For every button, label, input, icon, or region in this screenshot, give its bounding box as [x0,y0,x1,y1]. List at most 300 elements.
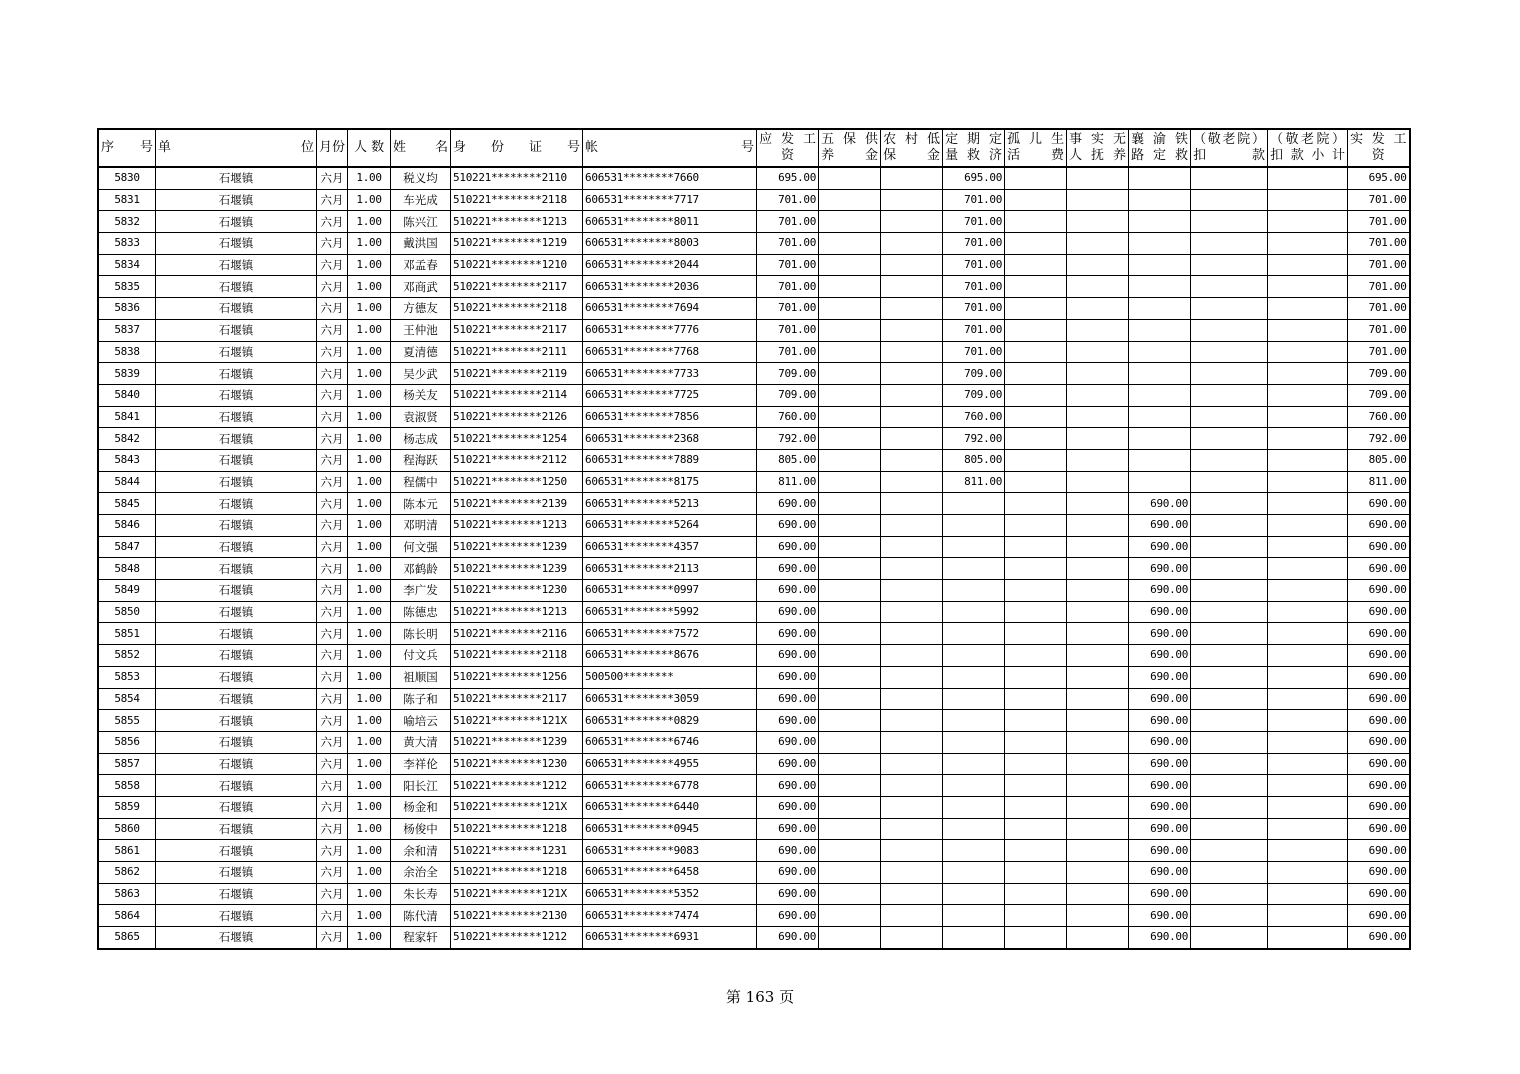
factual-orphan-cell [1067,363,1129,385]
dibao-cell [881,406,943,428]
month-cell: 六月 [317,233,348,255]
gross-pay-cell: 690.00 [757,493,819,515]
id-cell: 510221********2117 [451,319,583,341]
railway-relief-cell: 690.00 [1129,796,1191,818]
id-cell: 510221********121X [451,883,583,905]
orphan-cell [1005,883,1067,905]
people-cell: 1.00 [348,927,391,949]
month-cell: 六月 [317,428,348,450]
unit-cell: 石堰镇 [156,276,317,298]
id-cell: 510221********1254 [451,428,583,450]
wubao-cell [819,927,881,949]
id-cell: 510221********121X [451,796,583,818]
people-cell: 1.00 [348,384,391,406]
orphan-cell [1005,796,1067,818]
header-gross-pay: 应 发 工 资 [757,129,819,167]
wubao-cell [819,471,881,493]
month-cell: 六月 [317,211,348,233]
deduction-cell [1191,449,1268,471]
unit-cell: 石堰镇 [156,905,317,927]
deduction-cell [1191,927,1268,949]
unit-cell: 石堰镇 [156,710,317,732]
dingliang-cell [943,623,1005,645]
net-pay-cell: 690.00 [1348,753,1410,775]
net-pay-cell: 701.00 [1348,319,1410,341]
dibao-cell [881,536,943,558]
dibao-cell [881,753,943,775]
net-pay-cell: 709.00 [1348,363,1410,385]
orphan-cell [1005,276,1067,298]
orphan-cell [1005,775,1067,797]
seq-cell: 5844 [98,471,156,493]
deduction-subtotal-cell [1268,775,1348,797]
unit-cell: 石堰镇 [156,601,317,623]
deduction-subtotal-cell [1268,731,1348,753]
name-cell: 陈本元 [391,493,451,515]
id-cell: 510221********2116 [451,623,583,645]
net-pay-cell: 690.00 [1348,710,1410,732]
factual-orphan-cell [1067,666,1129,688]
deduction-subtotal-cell [1268,384,1348,406]
wubao-cell [819,493,881,515]
table-row [98,601,1410,623]
deduction-subtotal-cell [1268,211,1348,233]
seq-cell: 5834 [98,254,156,276]
deduction-cell [1191,319,1268,341]
railway-relief-cell [1129,363,1191,385]
seq-cell: 5845 [98,493,156,515]
orphan-cell [1005,666,1067,688]
factual-orphan-cell [1067,688,1129,710]
deduction-subtotal-cell [1268,189,1348,211]
orphan-cell [1005,254,1067,276]
month-cell: 六月 [317,298,348,320]
orphan-cell [1005,927,1067,949]
net-pay-cell: 690.00 [1348,775,1410,797]
factual-orphan-cell [1067,471,1129,493]
seq-cell: 5853 [98,666,156,688]
deduction-subtotal-cell [1268,406,1348,428]
dingliang-cell: 701.00 [943,211,1005,233]
account-cell: 606531********6931 [583,927,757,949]
gross-pay-cell: 690.00 [757,688,819,710]
orphan-cell [1005,731,1067,753]
deduction-subtotal-cell [1268,319,1348,341]
id-cell: 510221********2117 [451,276,583,298]
id-cell: 510221********1212 [451,927,583,949]
people-cell: 1.00 [348,558,391,580]
orphan-cell [1005,406,1067,428]
railway-relief-cell [1129,211,1191,233]
net-pay-cell: 701.00 [1348,298,1410,320]
wubao-cell [819,515,881,537]
id-cell: 510221********2110 [451,167,583,189]
name-cell: 黄大清 [391,731,451,753]
header-net-pay: 实 发 工 资 [1348,129,1410,167]
dibao-cell [881,493,943,515]
header-unit: 单 位 [156,129,317,167]
deduction-cell [1191,710,1268,732]
seq-cell: 5848 [98,558,156,580]
deduction-cell [1191,796,1268,818]
table-row [98,493,1410,515]
unit-cell: 石堰镇 [156,688,317,710]
page-number: 第 163 页 [725,988,795,1006]
unit-cell: 石堰镇 [156,862,317,884]
wubao-cell [819,558,881,580]
table-row [98,536,1410,558]
gross-pay-cell: 701.00 [757,233,819,255]
orphan-cell [1005,298,1067,320]
id-cell: 510221********1210 [451,254,583,276]
wubao-cell [819,536,881,558]
net-pay-cell: 690.00 [1348,601,1410,623]
table-row [98,319,1410,341]
table-row [98,796,1410,818]
factual-orphan-cell [1067,731,1129,753]
net-pay-cell: 690.00 [1348,493,1410,515]
name-cell: 陈长明 [391,623,451,645]
seq-cell: 5861 [98,840,156,862]
people-cell: 1.00 [348,623,391,645]
orphan-cell [1005,428,1067,450]
dibao-cell [881,731,943,753]
orphan-cell [1005,753,1067,775]
people-cell: 1.00 [348,883,391,905]
id-cell: 510221********2118 [451,298,583,320]
railway-relief-cell: 690.00 [1129,710,1191,732]
railway-relief-cell: 690.00 [1129,580,1191,602]
dibao-cell [881,623,943,645]
deduction-subtotal-cell [1268,536,1348,558]
net-pay-cell: 690.00 [1348,883,1410,905]
net-pay-cell: 701.00 [1348,233,1410,255]
month-cell: 六月 [317,796,348,818]
dibao-cell [881,276,943,298]
orphan-cell [1005,189,1067,211]
gross-pay-cell: 690.00 [757,753,819,775]
people-cell: 1.00 [348,319,391,341]
name-cell: 杨金和 [391,796,451,818]
factual-orphan-cell [1067,449,1129,471]
dingliang-cell: 709.00 [943,363,1005,385]
factual-orphan-cell [1067,341,1129,363]
railway-relief-cell [1129,319,1191,341]
month-cell: 六月 [317,623,348,645]
net-pay-cell: 701.00 [1348,254,1410,276]
month-cell: 六月 [317,775,348,797]
dingliang-cell [943,731,1005,753]
wubao-cell [819,905,881,927]
seq-cell: 5865 [98,927,156,949]
net-pay-cell: 690.00 [1348,558,1410,580]
header-wubao: 五 保 供 养 金 [819,129,881,167]
factual-orphan-cell [1067,276,1129,298]
factual-orphan-cell [1067,406,1129,428]
name-cell: 杨志成 [391,428,451,450]
gross-pay-cell: 701.00 [757,189,819,211]
dibao-cell [881,515,943,537]
deduction-subtotal-cell [1268,233,1348,255]
railway-relief-cell [1129,449,1191,471]
account-cell: 606531********7660 [583,167,757,189]
dibao-cell [881,384,943,406]
month-cell: 六月 [317,862,348,884]
account-cell: 606531********3059 [583,688,757,710]
orphan-cell [1005,601,1067,623]
dibao-cell [881,254,943,276]
deduction-subtotal-cell [1268,341,1348,363]
factual-orphan-cell [1067,384,1129,406]
wubao-cell [819,406,881,428]
wubao-cell [819,688,881,710]
seq-cell: 5833 [98,233,156,255]
gross-pay-cell: 690.00 [757,818,819,840]
name-cell: 阳长江 [391,775,451,797]
wubao-cell [819,319,881,341]
month-cell: 六月 [317,276,348,298]
deduction-cell [1191,840,1268,862]
table-row [98,580,1410,602]
month-cell: 六月 [317,319,348,341]
factual-orphan-cell [1067,775,1129,797]
dibao-cell [881,558,943,580]
seq-cell: 5830 [98,167,156,189]
table-row [98,167,1410,189]
account-cell: 606531********6746 [583,731,757,753]
wubao-cell [819,449,881,471]
net-pay-cell: 701.00 [1348,189,1410,211]
table-row [98,428,1410,450]
gross-pay-cell: 690.00 [757,645,819,667]
id-cell: 510221********1230 [451,753,583,775]
factual-orphan-cell [1067,319,1129,341]
name-cell: 车光成 [391,189,451,211]
people-cell: 1.00 [348,580,391,602]
seq-cell: 5831 [98,189,156,211]
name-cell: 夏清德 [391,341,451,363]
wubao-cell [819,818,881,840]
table-row [98,927,1410,949]
people-cell: 1.00 [348,471,391,493]
month-cell: 六月 [317,883,348,905]
dibao-cell [881,840,943,862]
table-row [98,233,1410,255]
dingliang-cell [943,601,1005,623]
deduction-cell [1191,233,1268,255]
net-pay-cell: 690.00 [1348,623,1410,645]
seq-cell: 5862 [98,862,156,884]
people-cell: 1.00 [348,254,391,276]
railway-relief-cell: 690.00 [1129,688,1191,710]
seq-cell: 5839 [98,363,156,385]
deduction-cell [1191,493,1268,515]
people-cell: 1.00 [348,905,391,927]
header-dibao: 农 村 低 保 金 [881,129,943,167]
railway-relief-cell: 690.00 [1129,753,1191,775]
month-cell: 六月 [317,341,348,363]
name-cell: 邓明清 [391,515,451,537]
month-cell: 六月 [317,254,348,276]
name-cell: 邓商武 [391,276,451,298]
table-row [98,363,1410,385]
table-row [98,189,1410,211]
table-row [98,775,1410,797]
deduction-subtotal-cell [1268,471,1348,493]
gross-pay-cell: 701.00 [757,276,819,298]
dingliang-cell [943,536,1005,558]
account-cell: 606531********7733 [583,363,757,385]
gross-pay-cell: 690.00 [757,580,819,602]
month-cell: 六月 [317,580,348,602]
deduction-subtotal-cell [1268,580,1348,602]
deduction-cell [1191,688,1268,710]
deduction-cell [1191,905,1268,927]
table-row [98,558,1410,580]
month-cell: 六月 [317,471,348,493]
account-cell: 606531********7768 [583,341,757,363]
deduction-cell [1191,384,1268,406]
deduction-subtotal-cell [1268,558,1348,580]
gross-pay-cell: 701.00 [757,211,819,233]
id-cell: 510221********1239 [451,731,583,753]
railway-relief-cell [1129,384,1191,406]
orphan-cell [1005,319,1067,341]
factual-orphan-cell [1067,558,1129,580]
dibao-cell [881,862,943,884]
table-row [98,406,1410,428]
deduction-subtotal-cell [1268,927,1348,949]
deduction-cell [1191,666,1268,688]
name-cell: 杨俊中 [391,818,451,840]
unit-cell: 石堰镇 [156,341,317,363]
name-cell: 李祥伦 [391,753,451,775]
seq-cell: 5849 [98,580,156,602]
id-cell: 510221********2119 [451,363,583,385]
account-cell: 606531********4955 [583,753,757,775]
account-cell: 606531********5352 [583,883,757,905]
people-cell: 1.00 [348,688,391,710]
wubao-cell [819,276,881,298]
wubao-cell [819,298,881,320]
deduction-cell [1191,883,1268,905]
net-pay-cell: 701.00 [1348,276,1410,298]
name-cell: 程家轩 [391,927,451,949]
seq-cell: 5850 [98,601,156,623]
deduction-subtotal-cell [1268,818,1348,840]
dibao-cell [881,905,943,927]
dibao-cell [881,645,943,667]
gross-pay-cell: 690.00 [757,883,819,905]
dibao-cell [881,341,943,363]
wubao-cell [819,233,881,255]
seq-cell: 5841 [98,406,156,428]
railway-relief-cell: 690.00 [1129,515,1191,537]
seq-cell: 5860 [98,818,156,840]
dingliang-cell [943,775,1005,797]
header-name: 姓 名 [391,129,451,167]
deduction-cell [1191,167,1268,189]
deduction-subtotal-cell [1268,623,1348,645]
orphan-cell [1005,580,1067,602]
deduction-subtotal-cell [1268,840,1348,862]
month-cell: 六月 [317,493,348,515]
people-cell: 1.00 [348,796,391,818]
unit-cell: 石堰镇 [156,363,317,385]
orphan-cell [1005,211,1067,233]
dingliang-cell [943,515,1005,537]
deduction-subtotal-cell [1268,449,1348,471]
wubao-cell [819,666,881,688]
gross-pay-cell: 792.00 [757,428,819,450]
name-cell: 程海跃 [391,449,451,471]
seq-cell: 5851 [98,623,156,645]
net-pay-cell: 690.00 [1348,666,1410,688]
railway-relief-cell: 690.00 [1129,536,1191,558]
seq-cell: 5837 [98,319,156,341]
people-cell: 1.00 [348,298,391,320]
name-cell: 王仲池 [391,319,451,341]
deduction-subtotal-cell [1268,515,1348,537]
factual-orphan-cell [1067,189,1129,211]
dingliang-cell [943,710,1005,732]
gross-pay-cell: 709.00 [757,363,819,385]
table-row [98,862,1410,884]
id-cell: 510221********2139 [451,493,583,515]
account-cell: 606531********8011 [583,211,757,233]
unit-cell: 石堰镇 [156,927,317,949]
deduction-cell [1191,406,1268,428]
table-row [98,471,1410,493]
gross-pay-cell: 701.00 [757,341,819,363]
people-cell: 1.00 [348,211,391,233]
name-cell: 付文兵 [391,645,451,667]
dibao-cell [881,233,943,255]
dingliang-cell [943,493,1005,515]
account-cell: 500500******** [583,666,757,688]
account-cell: 606531********7572 [583,623,757,645]
net-pay-cell: 690.00 [1348,927,1410,949]
orphan-cell [1005,167,1067,189]
gross-pay-cell: 811.00 [757,471,819,493]
railway-relief-cell: 690.00 [1129,558,1191,580]
dingliang-cell [943,862,1005,884]
net-pay-cell: 701.00 [1348,341,1410,363]
dingliang-cell [943,818,1005,840]
net-pay-cell: 690.00 [1348,688,1410,710]
month-cell: 六月 [317,731,348,753]
gross-pay-cell: 701.00 [757,319,819,341]
dingliang-cell: 701.00 [943,298,1005,320]
table-row [98,905,1410,927]
month-cell: 六月 [317,449,348,471]
wubao-cell [819,384,881,406]
people-cell: 1.00 [348,406,391,428]
factual-orphan-cell [1067,796,1129,818]
table-row [98,883,1410,905]
dibao-cell [881,298,943,320]
seq-cell: 5847 [98,536,156,558]
dibao-cell [881,818,943,840]
header-seq: 序 号 [98,129,156,167]
deduction-cell [1191,753,1268,775]
month-cell: 六月 [317,818,348,840]
orphan-cell [1005,449,1067,471]
account-cell: 606531********0997 [583,580,757,602]
dingliang-cell: 695.00 [943,167,1005,189]
account-cell: 606531********4357 [583,536,757,558]
month-cell: 六月 [317,927,348,949]
